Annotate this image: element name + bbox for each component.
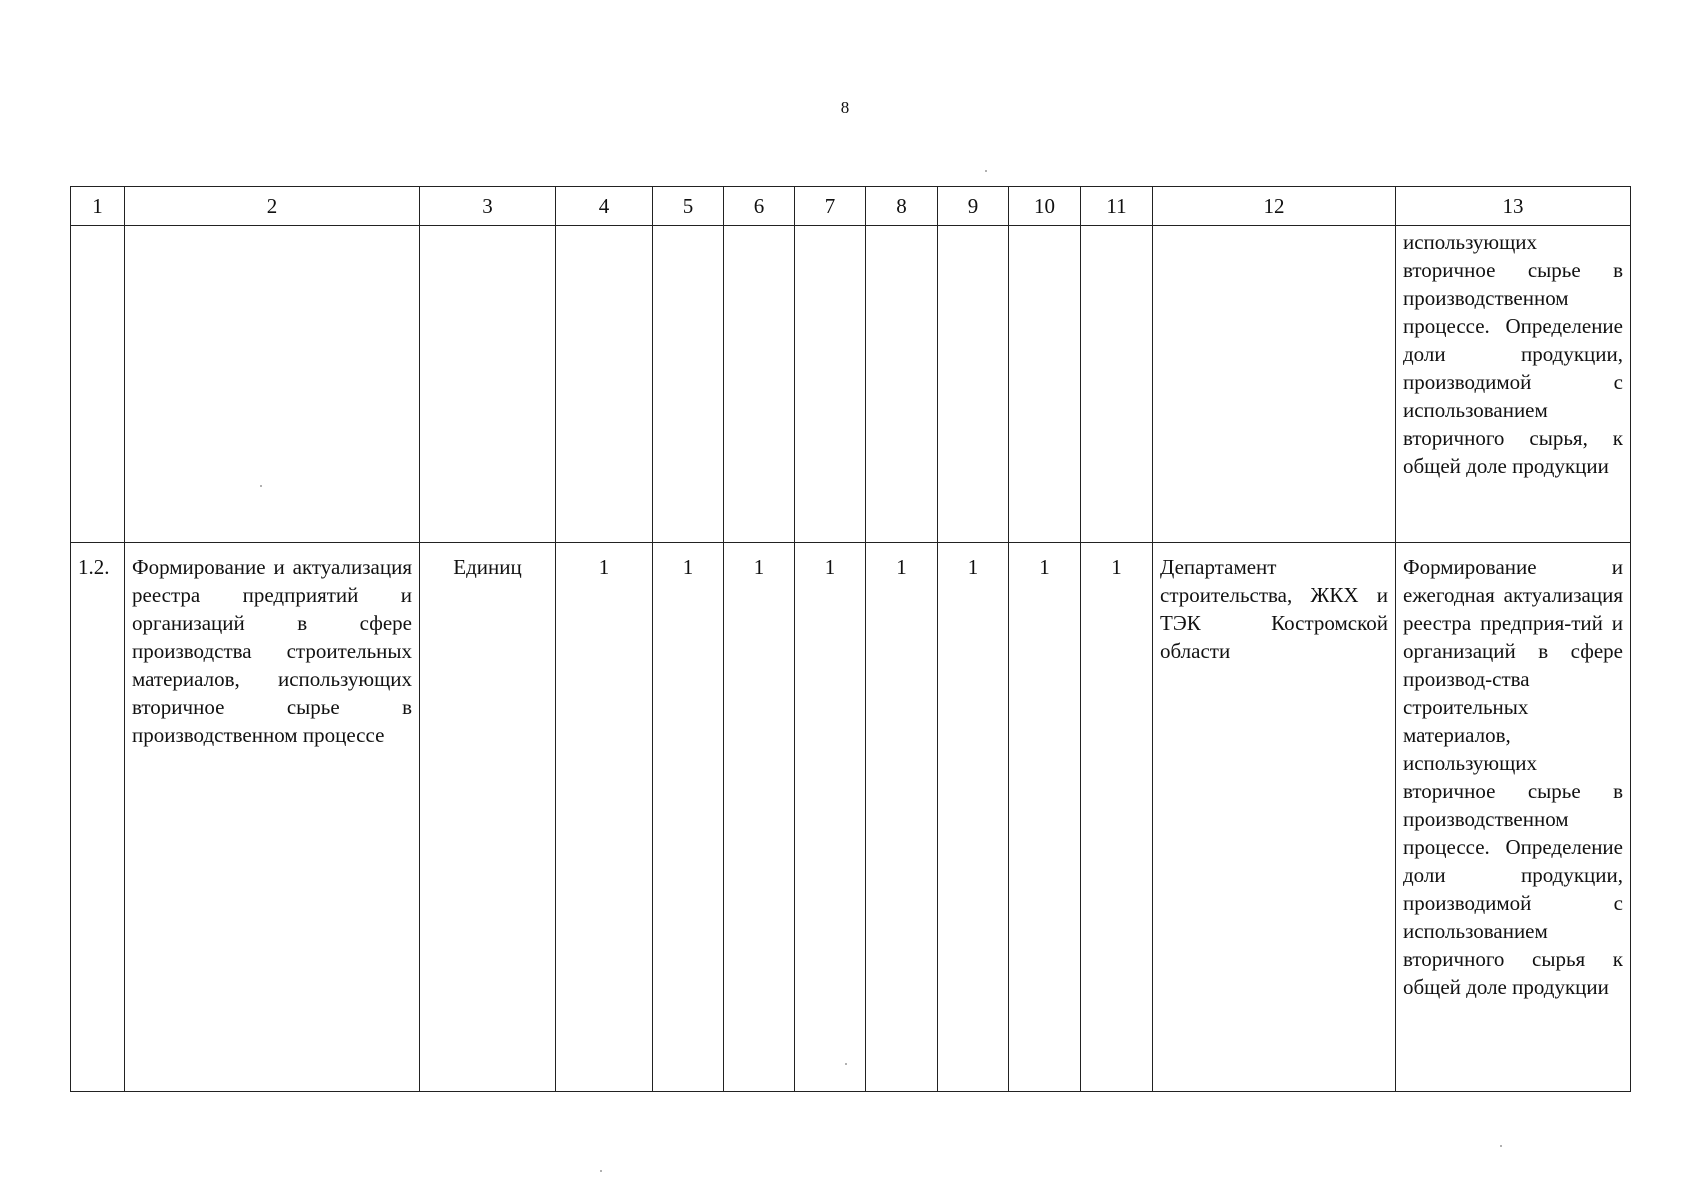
header-cell: 4 [556, 187, 653, 226]
scan-speck [1500, 1145, 1502, 1147]
header-cell: 11 [1081, 187, 1153, 226]
table-cell [1153, 226, 1396, 543]
scan-speck [260, 485, 262, 487]
result-cell: Формирование и ежегодная актуализация реестра предприя-тий и организаций в сфере производ-ства строительных материалов, использующих вторичное сырье в производственном процессе. Определение доли продукции, производимой с использованием вторичного сырья к общей доле продукции [1396, 543, 1631, 1092]
scan-speck [985, 170, 987, 172]
table-cell [653, 226, 724, 543]
value-cell: 1 [556, 543, 653, 1092]
table-cell [125, 226, 420, 543]
scan-speck [845, 1063, 847, 1065]
header-cell: 13 [1396, 187, 1631, 226]
header-cell: 2 [125, 187, 420, 226]
header-cell: 9 [938, 187, 1009, 226]
scan-speck [600, 1170, 602, 1172]
value-cell: 1 [1009, 543, 1081, 1092]
header-cell: 5 [653, 187, 724, 226]
table-cell [795, 226, 866, 543]
activity-name-cell: Формирование и актуализация реестра предприятий и организаций в сфере производства строительных материалов, использующих вторичное сырье в производственном процессе [125, 543, 420, 1092]
table-cell [1009, 226, 1081, 543]
header-cell: 8 [866, 187, 938, 226]
value-cell: 1 [724, 543, 795, 1092]
table-cell [1081, 226, 1153, 543]
header-cell: 3 [420, 187, 556, 226]
table-cell [71, 226, 125, 543]
table-row [71, 226, 1631, 543]
header-cell: 12 [1153, 187, 1396, 226]
page-number: 8 [840, 98, 850, 117]
value-cell: 1 [653, 543, 724, 1092]
table-cell [556, 226, 653, 543]
table-cell [938, 226, 1009, 543]
table-cell [420, 226, 556, 543]
unit-cell: Единиц [420, 543, 556, 1092]
header-cell: 1 [71, 187, 125, 226]
value-cell: 1 [938, 543, 1009, 1092]
header-cell: 7 [795, 187, 866, 226]
table-row [71, 543, 1631, 1092]
row-number-cell: 1.2. [71, 543, 125, 1092]
table-cell [724, 226, 795, 543]
table-cell [866, 226, 938, 543]
table-header-row [71, 187, 1631, 226]
value-cell: 1 [1081, 543, 1153, 1092]
result-cell-continued: использующих вторичное сырье в производственном процессе. Определение доли продукции, производимой с использованием вторичного сырья, к общей доле продукции [1396, 226, 1631, 543]
header-cell: 6 [724, 187, 795, 226]
document-table [70, 186, 1631, 1092]
header-cell: 10 [1009, 187, 1081, 226]
responsible-cell: Департамент строительства, ЖКХ и ТЭК Костромской области [1153, 543, 1396, 1092]
value-cell: 1 [795, 543, 866, 1092]
value-cell: 1 [866, 543, 938, 1092]
